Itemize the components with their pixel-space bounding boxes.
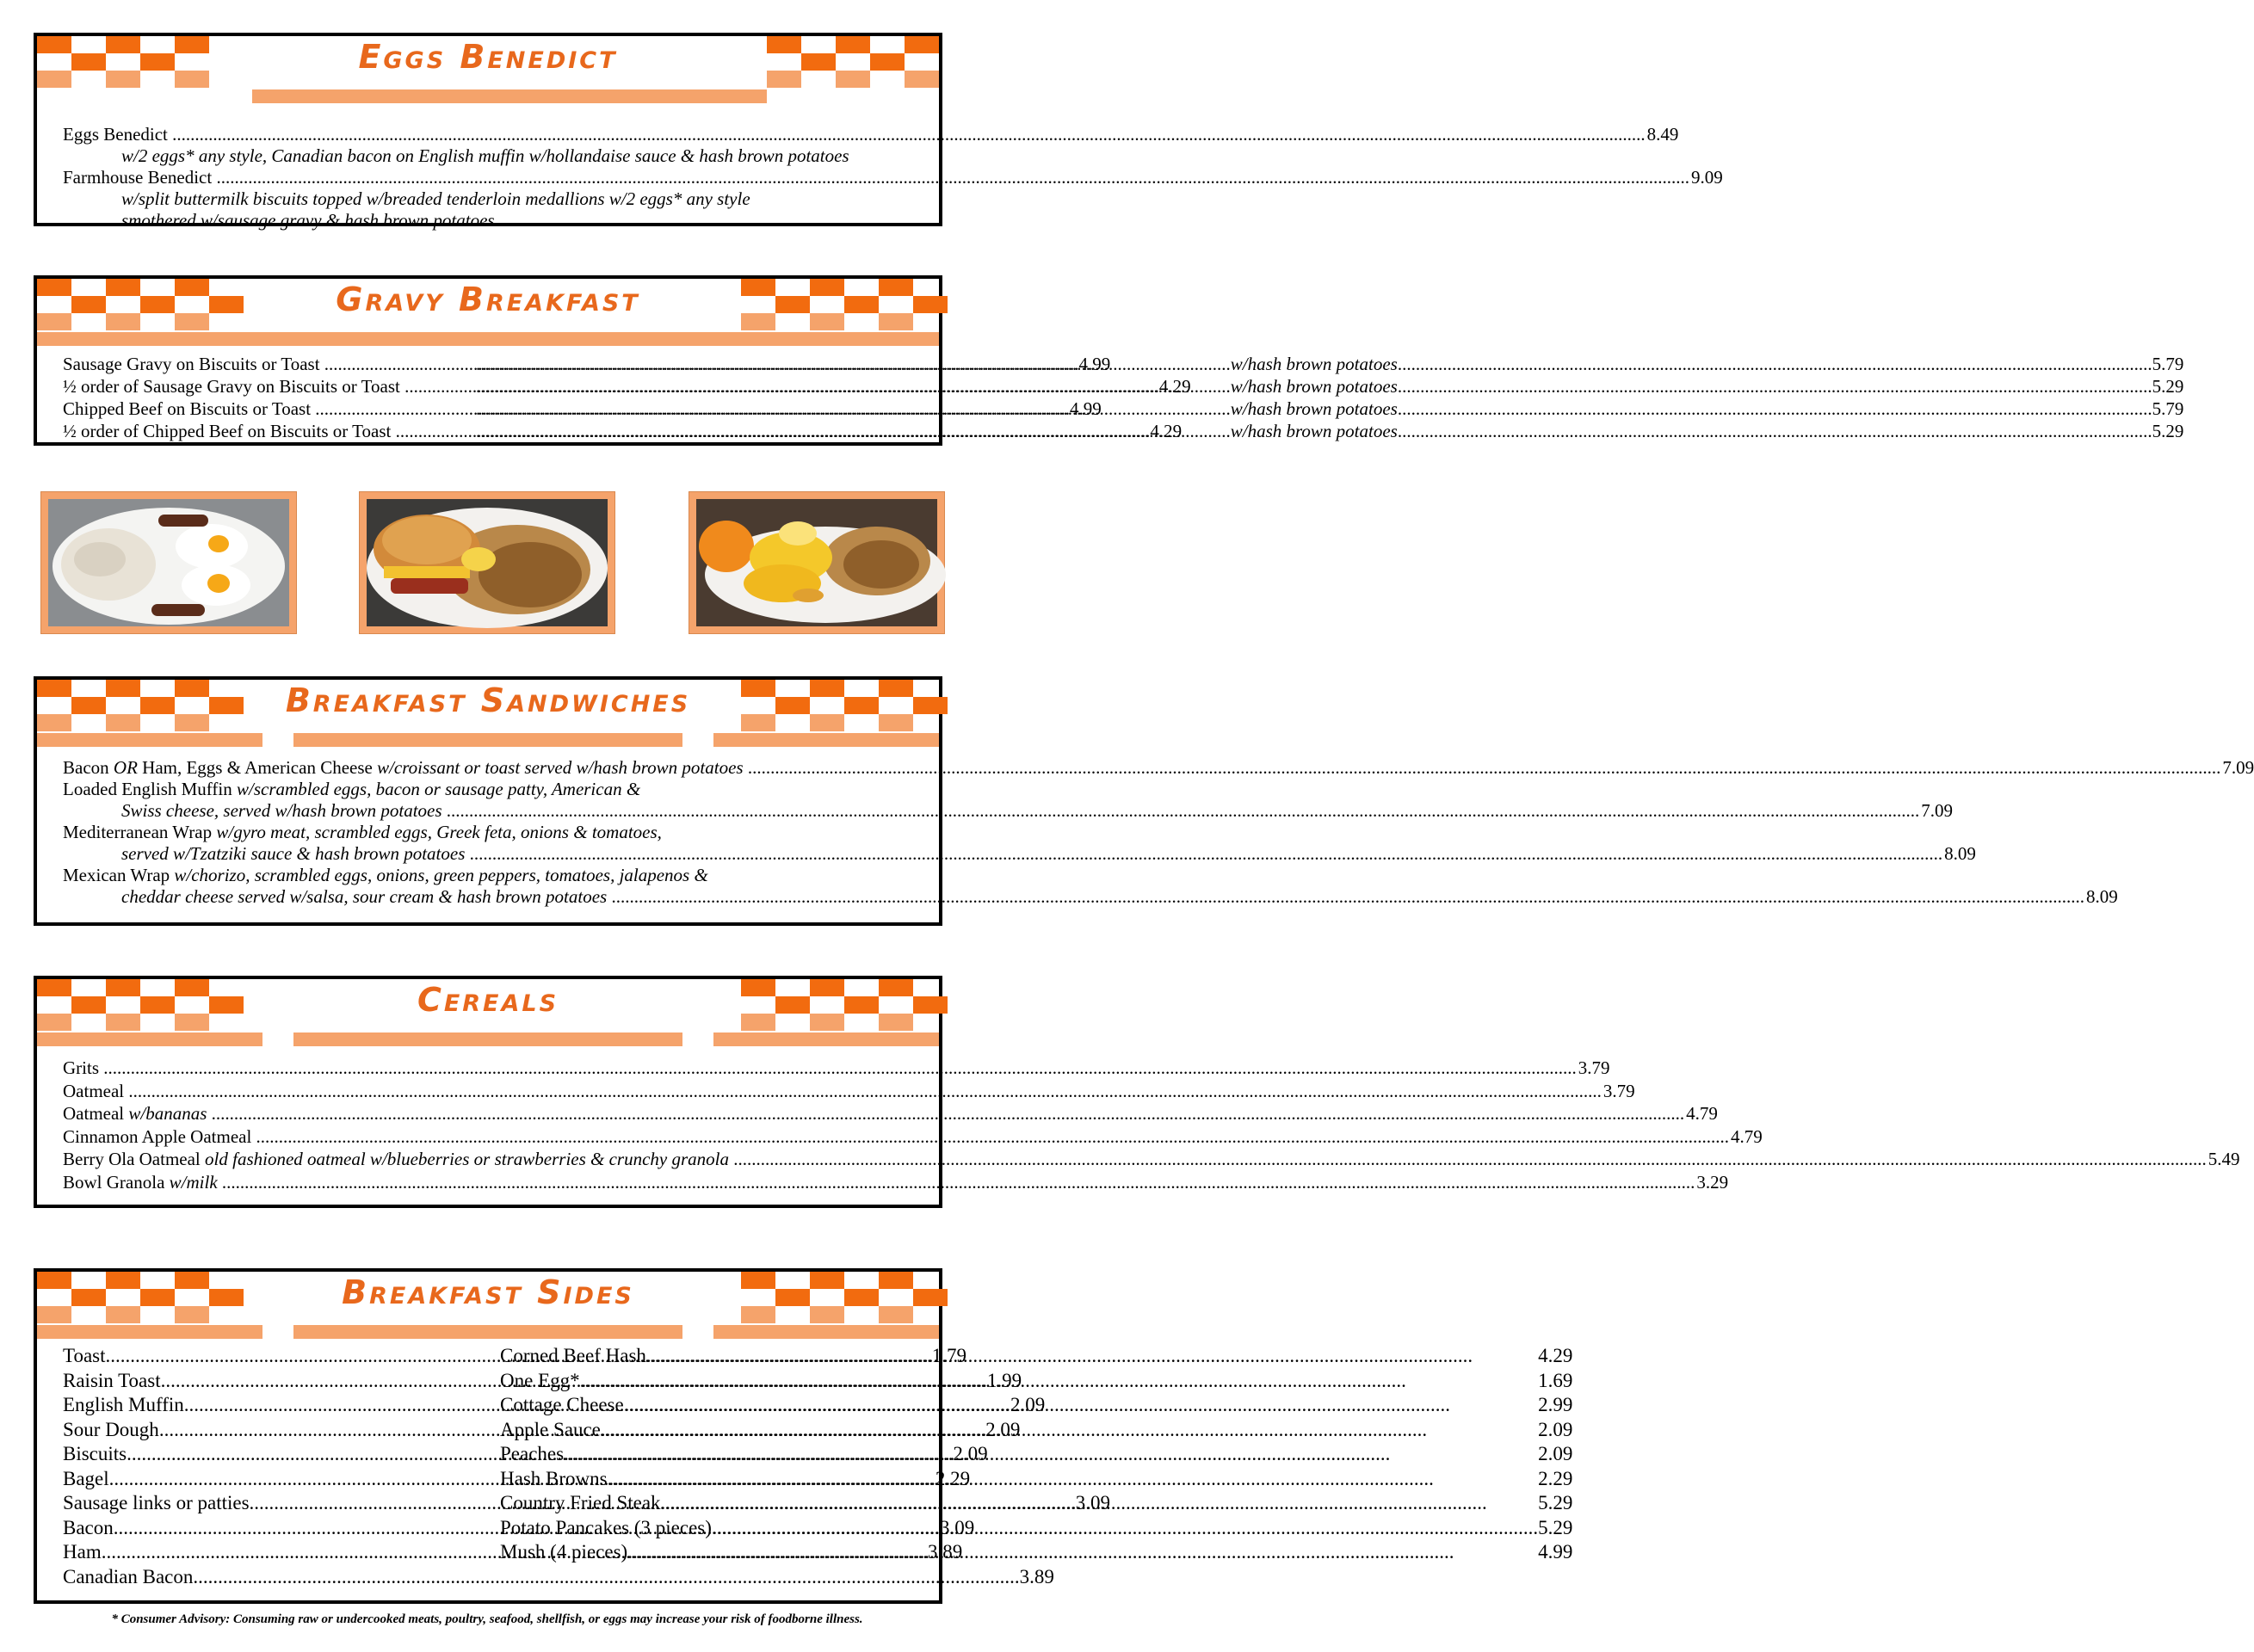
menu-item <box>63 865 908 886</box>
item-price: 9.09 <box>1690 167 1723 188</box>
item-description: Swiss cheese, served w/hash brown potatoes <box>121 800 442 821</box>
side-name: Mush (4 pieces) <box>500 1541 628 1563</box>
item-description: w/croissant or toast served w/hash brown potatoes <box>377 757 744 778</box>
side-name: Bacon <box>63 1516 114 1538</box>
item-description: w/2 eggs* any style, Canadian bacon on English muffin w/hollandaise sauce & hash brown potatoes <box>121 145 849 166</box>
side-price: 1.69 <box>1538 1369 1573 1391</box>
item-description: w/scrambled eggs, bacon or sausage patty, American & <box>237 779 641 799</box>
eggs-benedict-section <box>34 33 1723 231</box>
breakfast-sandwiches-section <box>34 676 2254 926</box>
side-name: Biscuits <box>63 1443 127 1464</box>
item-description: served w/Tzatziki sauce & hash brown potatoes <box>121 843 466 864</box>
menu-item <box>63 398 2184 420</box>
item-option: w/hash brown potatoes <box>1230 421 1398 441</box>
side-price: 2.09 <box>953 1443 988 1464</box>
side-item <box>500 1467 1572 1492</box>
item-option: w/hash brown potatoes <box>1230 398 1398 419</box>
header-bar <box>37 332 939 346</box>
menu-item <box>63 822 908 843</box>
side-price: 4.99 <box>1538 1541 1573 1563</box>
section-header <box>37 680 939 747</box>
menu-item <box>63 1057 1610 1080</box>
side-item <box>500 1540 1572 1565</box>
side-name: Bagel <box>63 1467 109 1489</box>
side-price: 2.09 <box>1538 1443 1573 1464</box>
croissant-sandwich-hash-browns-photo <box>367 499 608 626</box>
menu-item <box>63 353 2184 375</box>
food-photo-biscuits-gravy <box>40 491 297 634</box>
item-price: 4.79 <box>1731 1125 1763 1147</box>
side-item <box>500 1418 1572 1443</box>
side-price: 2.99 <box>1538 1394 1573 1415</box>
side-name: One Egg* <box>500 1369 580 1391</box>
menu-item <box>63 167 1723 188</box>
item-price: 4.99 <box>1078 354 1111 374</box>
side-price: 2.09 <box>1010 1394 1046 1415</box>
menu-item <box>63 1171 1729 1194</box>
item-price: 5.49 <box>2208 1149 2240 1169</box>
side-name: Cottage Cheese <box>500 1394 624 1415</box>
item-name-emphasis: OR <box>113 757 138 778</box>
side-item <box>63 1565 1054 1590</box>
item-description: w/gyro meat, scrambled eggs, Greek feta, onions & tomatoes, <box>216 822 662 842</box>
side-price: 2.29 <box>1538 1467 1573 1489</box>
sides-list <box>37 1339 1573 1594</box>
side-name: Potato Pancakes (3 pieces) <box>500 1516 712 1538</box>
side-price: 5.29 <box>1538 1492 1573 1513</box>
header-bar <box>252 89 767 103</box>
item-price: 3.79 <box>1603 1080 1635 1101</box>
item-description: w/split buttermilk biscuits topped w/breaded tenderloin medallions w/2 eggs* any style <box>121 188 750 209</box>
side-price: 2.29 <box>935 1467 971 1489</box>
section-title: Cereals <box>417 981 559 1019</box>
side-price: 2.09 <box>1538 1418 1573 1440</box>
item-name: ½ order of Chipped Beef on Biscuits or Toast ..... <box>63 420 1150 442</box>
header-bar <box>37 1032 262 1046</box>
menu-item <box>63 124 1679 145</box>
side-price: 1.99 <box>986 1369 1022 1391</box>
item-name: Grits <box>63 1057 99 1078</box>
item-price: 8.09 <box>1944 843 1976 864</box>
side-name: Sour Dough <box>63 1418 159 1440</box>
header-bar <box>713 1032 939 1046</box>
header-bar <box>37 1325 262 1339</box>
item-price: 7.09 <box>1921 800 1954 821</box>
item-name: Mediterranean Wrap <box>63 822 217 842</box>
item-name: Oatmeal <box>63 1080 125 1101</box>
side-price: 3.09 <box>1075 1492 1111 1513</box>
section-header <box>37 279 939 346</box>
item-price: 4.79 <box>1686 1103 1718 1124</box>
item-name: Cinnamon Apple Oatmeal <box>63 1125 252 1147</box>
side-name: Toast <box>63 1345 106 1366</box>
item-price: 4.29 <box>1150 421 1183 441</box>
item-price: 8.49 <box>1646 124 1679 145</box>
section-title: Breakfast Sandwiches <box>285 681 691 719</box>
sides-right-column <box>500 1344 1572 1589</box>
side-price: 1.79 <box>931 1345 966 1366</box>
item-description: old fashioned oatmeal w/blueberries or strawberries & crunchy granola <box>205 1149 730 1169</box>
side-item <box>500 1393 1572 1418</box>
menu-item <box>63 1080 1635 1103</box>
side-price: 4.29 <box>1538 1345 1573 1366</box>
side-item <box>500 1369 1572 1394</box>
menu-item <box>63 757 2254 779</box>
item-name: Eggs Benedict ..... <box>63 124 1646 145</box>
item-name: Oatmeal <box>63 1103 129 1124</box>
item-name: Loaded English Muffin <box>63 779 238 799</box>
section-title: Eggs Benedict <box>358 38 618 76</box>
side-price: 5.29 <box>1538 1516 1573 1538</box>
side-item <box>500 1442 1572 1467</box>
item-name: Bowl Granola <box>63 1171 170 1193</box>
item-name: ½ order of Sausage Gravy on Biscuits or Toast ..... <box>63 375 1159 398</box>
item-price: 8.09 <box>2085 886 2118 907</box>
side-name: Raisin Toast <box>63 1369 161 1391</box>
item-name: Farmhouse Benedict ..... <box>63 167 1689 188</box>
item-option: w/hash brown potatoes <box>1230 354 1398 374</box>
biscuits-gravy-eggs-sausage-photo <box>48 499 289 626</box>
item-description: smothered w/sausage gravy & hash brown potatoes <box>121 210 495 231</box>
header-bar <box>293 1032 682 1046</box>
item-name: Ham, Eggs & American Cheese <box>137 757 378 778</box>
header-bar <box>713 1325 939 1339</box>
side-price: 3.89 <box>1019 1565 1054 1587</box>
side-item <box>500 1491 1572 1516</box>
menu-item <box>63 779 908 800</box>
item-price: 3.79 <box>1578 1057 1610 1078</box>
item-price: 4.29 <box>1158 376 1191 397</box>
menu-item <box>63 1148 2240 1171</box>
gravy-breakfast-section <box>34 275 2184 446</box>
side-name: Country Fried Steak <box>500 1492 661 1513</box>
header-bar <box>293 733 682 747</box>
item-name: Mexican Wrap <box>63 865 175 885</box>
cereals-section <box>34 976 2240 1208</box>
food-photo-croissant-sandwich <box>359 491 615 634</box>
side-name: Corned Beef Hash <box>500 1345 646 1366</box>
header-bar <box>713 733 939 747</box>
item-price: 3.29 <box>1696 1171 1729 1193</box>
item-description: w/milk <box>169 1171 218 1193</box>
menu-item <box>63 375 2184 398</box>
item-name: Sausage Gravy on Biscuits or Toast ..... <box>63 353 1079 375</box>
section-header <box>37 36 939 103</box>
item-description: w/bananas <box>128 1103 207 1124</box>
section-title: Breakfast Sides <box>342 1273 634 1311</box>
consumer-advisory: * Consumer Advisory: Consuming raw or undercooked meats, poultry, seafood, shellfish, or eggs may increase your risk of foodborne illness. <box>111 1612 863 1626</box>
item-price: 4.99 <box>1070 398 1102 419</box>
item-description: cheddar cheese served w/salsa, sour cream & hash brown potatoes <box>121 886 608 907</box>
side-item <box>500 1516 1572 1541</box>
item-option-price: 5.79 <box>2152 398 2184 419</box>
item-name: Chipped Beef on Biscuits or Toast ..... <box>63 398 1070 420</box>
side-name: Ham <box>63 1541 102 1563</box>
item-name: Bacon <box>63 757 114 778</box>
item-name: Berry Ola Oatmeal <box>63 1149 206 1169</box>
side-item <box>500 1344 1572 1369</box>
side-name: Apple Sauce <box>500 1418 601 1440</box>
side-name: Peaches <box>500 1443 565 1464</box>
item-option-price: 5.29 <box>2152 376 2184 397</box>
side-name: English Muffin <box>63 1394 184 1415</box>
section-header <box>37 1272 939 1339</box>
side-price: 3.09 <box>940 1516 975 1538</box>
item-option-price: 5.79 <box>2152 354 2184 374</box>
header-bar <box>293 1325 682 1339</box>
menu-item <box>63 1102 1718 1125</box>
item-option-price: 5.29 <box>2152 421 2184 441</box>
section-header <box>37 979 939 1046</box>
eggs-benedict-hash-browns-photo <box>696 499 937 626</box>
item-price: 7.09 <box>2222 757 2254 778</box>
food-photo-eggs-benedict <box>689 491 945 634</box>
side-price: 2.09 <box>985 1418 1021 1440</box>
menu-item <box>63 420 2184 442</box>
section-title: Gravy Breakfast <box>336 280 640 318</box>
item-option: w/hash brown potatoes <box>1230 376 1398 397</box>
side-name: Sausage links or patties <box>63 1492 250 1513</box>
header-bar <box>37 733 262 747</box>
side-name: Canadian Bacon <box>63 1565 194 1587</box>
side-name: Hash Browns <box>500 1467 608 1489</box>
breakfast-sides-section <box>34 1268 1573 1604</box>
menu-item <box>63 1125 1763 1149</box>
side-price: 3.89 <box>927 1541 963 1563</box>
item-description: w/chorizo, scrambled eggs, onions, green peppers, tomatoes, jalapenos & <box>174 865 708 885</box>
